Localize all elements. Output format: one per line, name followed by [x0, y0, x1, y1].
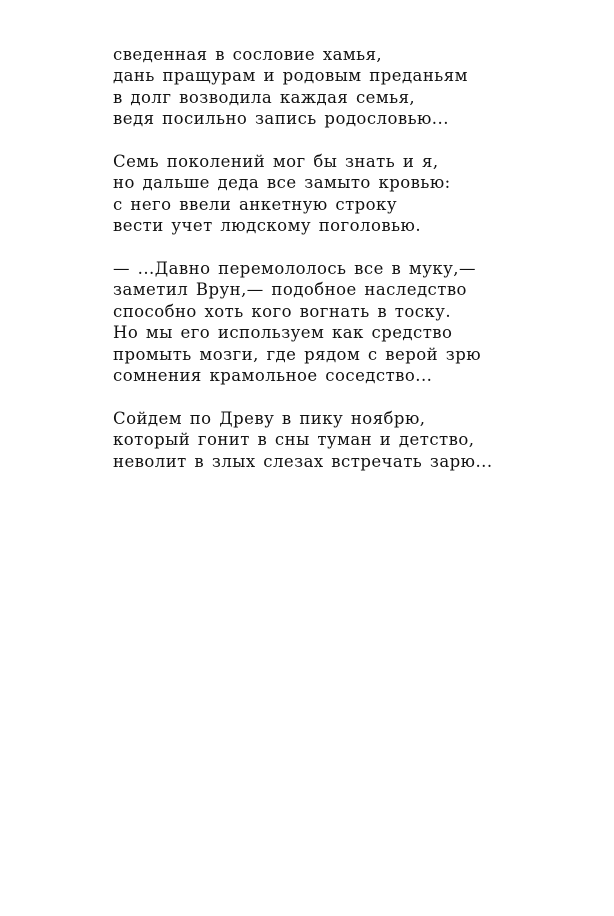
poem-line: ведя посильно запись родословью... — [113, 109, 449, 129]
poem-line: Сойдем по Древу в пику ноябрю, — [113, 408, 426, 428]
poem-line: — ...Давно перемололось все в муку,— — [113, 259, 476, 279]
stanza-2 — [113, 151, 553, 237]
poem-line: заметил Врун,— подобное наследство — [113, 280, 467, 300]
poem-line: в долг возводила каждая семья, — [113, 87, 416, 107]
poem-line: дань пращурам и родовым преданьям — [113, 66, 468, 86]
poem-line: Но мы его используем как средство — [113, 323, 453, 343]
stanza-4 — [113, 408, 553, 472]
poem-text — [113, 44, 553, 493]
poem-line: который гонит в сны туман и детство, — [113, 430, 475, 450]
poem-line: сведенная в сословие хамья, — [113, 45, 383, 64]
stanza-3 — [113, 258, 553, 386]
poem-line: Семь поколений мог бы знать и я, — [113, 152, 439, 172]
poem-line: сомнения крамольное соседство... — [113, 366, 433, 386]
poem-line: промыть мозги, где рядом с верой зрю — [113, 344, 482, 364]
poem-line: способно хоть кого вогнать в тоску. — [113, 301, 452, 321]
poem-line: вести учет людскому поголовью. — [113, 216, 422, 236]
poem-line: с него ввели анкетную строку — [113, 194, 397, 214]
poem-line: неволит в злых слезах встречать зарю... — [113, 451, 493, 471]
stanza-1 — [113, 44, 553, 130]
poem-line: но дальше деда все замыто кровью: — [113, 173, 451, 193]
